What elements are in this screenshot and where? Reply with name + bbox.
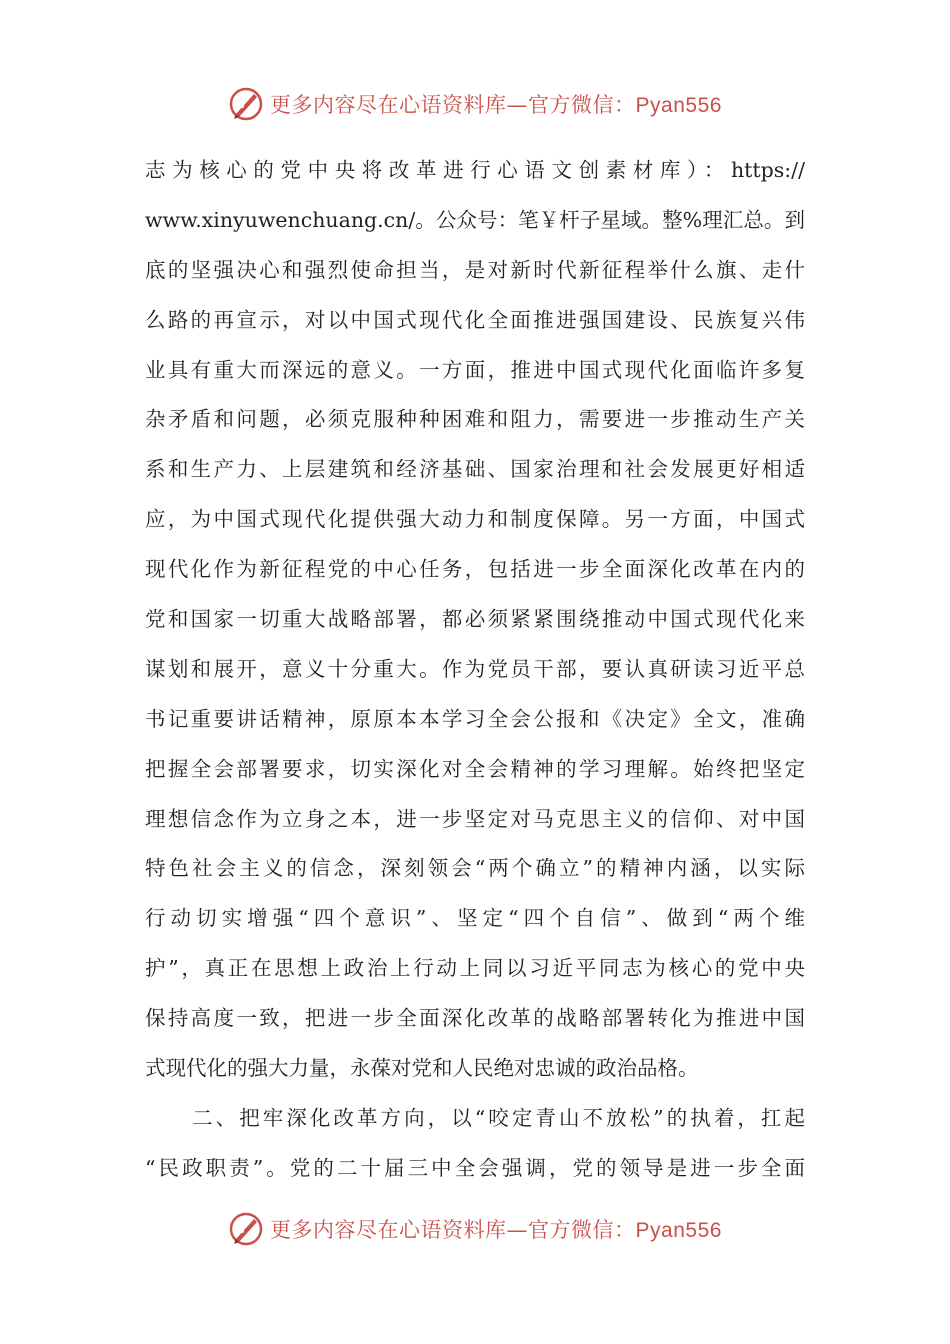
body-line: 业具有重大而深远的意义。一方面，推进中国式现代化面临许多复 (145, 357, 805, 382)
document-body (145, 146, 805, 1194)
body-line: 现代化作为新征程党的中心任务，包括进一步全面深化改革在内的 (145, 557, 805, 582)
header-banner-label: 更多内容尽在心语资料库—官方微信： (270, 93, 636, 117)
footer-banner (0, 1209, 950, 1249)
body-line: 特色社会主义的信念，深刻领会“两个确立”的精神内涵，以实际 (145, 856, 805, 881)
body-line: 党和国家一切重大战略部署，都必须紧紧围绕推动中国式现代化来 (145, 607, 805, 632)
footer-banner-text (270, 1214, 722, 1244)
body-line-paragraph-end: 式现代化的强大力量，永葆对党和人民绝对忠诚的政治品格。 (145, 1056, 699, 1081)
body-line: 保持高度一致，把进一步全面深化改革的战略部署转化为推进中国 (145, 1006, 805, 1031)
body-line: “民政职责”。党的二十届三中全会强调，党的领导是进一步全面 (145, 1155, 805, 1180)
body-line: 理想信念作为立身之本，进一步坚定对马克思主义的信仰、对中国 (145, 806, 805, 831)
header-wechat-handle: Pyan556 (635, 94, 722, 117)
body-line: 把握全会部署要求，切实深化对全会精神的学习理解。始终把坚定 (145, 756, 805, 781)
body-line: 杂矛盾和问题，必须克服种种困难和阻力，需要进一步推动生产关 (145, 407, 805, 432)
body-line: 应，为中国式现代化提供强大动力和制度保障。另一方面，中国式 (145, 507, 805, 532)
header-banner-text (270, 89, 722, 119)
body-line: 志为核心的党中央将改革进行心语文创素材库）：https:// (145, 158, 805, 182)
body-line: 底的坚强决心和强烈使命担当，是对新时代新征程举什么旗、走什 (145, 257, 805, 282)
body-line: 么路的再宣示，对以中国式现代化全面推进强国建设、民族复兴伟 (145, 307, 805, 332)
body-line: 护”，真正在思想上政治上行动上同以习近平同志为核心的党中央 (145, 956, 805, 981)
body-line: 行动切实增强“四个意识”、坚定“四个自信”、做到“两个维 (145, 906, 805, 931)
pen-logo-icon (228, 86, 264, 122)
body-line: 谋划和展开，意义十分重大。作为党员干部，要认真研读习近平总 (145, 656, 805, 681)
footer-wechat-handle: Pyan556 (635, 1219, 722, 1242)
header-banner (0, 84, 950, 124)
body-line: 系和生产力、上层建筑和经济基础、国家治理和社会发展更好相适 (145, 457, 805, 482)
body-line: www.xinyuwenchuang.cn/。公众号：笔￥杆子星域。整%理汇总。到 (145, 207, 805, 232)
body-line: 书记重要讲话精神，原原本本学习全会公报和《决定》全文，准确 (145, 706, 805, 731)
footer-banner-label: 更多内容尽在心语资料库—官方微信： (270, 1218, 636, 1242)
body-line-section-heading: 二、把牢深化改革方向，以“咬定青山不放松”的执着，扛起 (145, 1105, 805, 1130)
pen-logo-icon (228, 1211, 264, 1247)
